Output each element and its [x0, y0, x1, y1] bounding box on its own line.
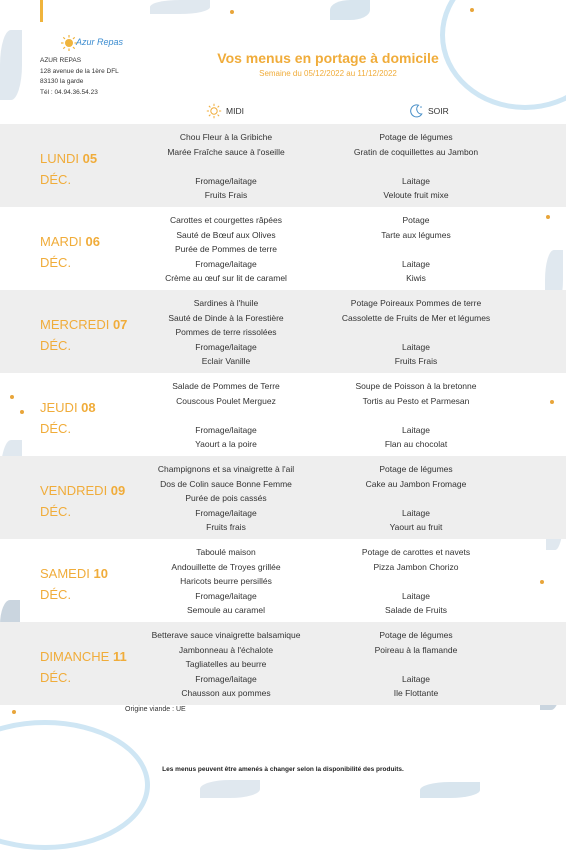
- midi-dish: Champignons et sa vinaigrette à l'ail: [157, 464, 295, 474]
- day-month: DÉC.: [40, 587, 72, 602]
- midi-dish: Fromage/laitage: [195, 590, 257, 601]
- soir-dish: Potage de légumes: [379, 630, 453, 640]
- soir-dish: Potage de carottes et navets: [361, 547, 471, 557]
- soir-dish: Laitage: [402, 424, 430, 435]
- midi-dish: Betterave sauce vinaigrette balsamique: [151, 630, 301, 640]
- day-number: 10: [93, 566, 108, 581]
- leaf-decor: [330, 0, 370, 20]
- soir-menu: [316, 130, 516, 203]
- midi-menu: [126, 130, 326, 203]
- soir-dish: Fruits Frais: [394, 356, 438, 367]
- day-row-vendredi: [0, 456, 566, 539]
- day-label: [40, 231, 100, 273]
- day-row-lundi: [0, 124, 566, 207]
- soir-dish: Flan au chocolat: [384, 439, 448, 450]
- berry-decor: [230, 10, 234, 14]
- menu-table: [0, 124, 566, 705]
- midi-dish: Jambonneau à l'échalote: [178, 644, 274, 655]
- soir-menu: [316, 628, 516, 701]
- soir-dish: [316, 325, 516, 340]
- soir-dish: Cassolette de Fruits de Mer et légumes: [341, 312, 491, 323]
- midi-dish: Dos de Colin sauce Bonne Femme: [160, 478, 292, 489]
- midi-dish: Sauté de Bœuf aux Olives: [176, 229, 276, 240]
- day-label: [40, 397, 96, 439]
- midi-dish: Crème au œuf sur lit de caramel: [165, 273, 287, 284]
- day-name: JEUDI: [40, 400, 82, 415]
- company-name: AZUR REPAS: [40, 57, 82, 64]
- day-label: [40, 148, 97, 190]
- company-info: [40, 56, 119, 98]
- soir-dish: Veloute fruit mixe: [383, 190, 449, 201]
- day-label: [40, 314, 127, 356]
- soir-menu: [316, 462, 516, 535]
- day-label: [40, 646, 127, 688]
- soir-dish: Potage de légumes: [379, 132, 453, 142]
- meat-origin-note: Origine viande : UE: [125, 706, 186, 713]
- company-logo: [60, 34, 130, 52]
- soir-dish: Pizza Jambon Chorizo: [373, 561, 459, 572]
- day-row-mardi: [0, 207, 566, 290]
- leaf-decor: [200, 780, 260, 798]
- day-label: [40, 480, 125, 522]
- midi-dish: Marée Fraîche sauce à l'oseille: [167, 146, 285, 157]
- soir-dish: Salade de Fruits: [385, 605, 447, 616]
- day-name: MERCREDI: [40, 317, 113, 332]
- soir-dish: Laitage: [402, 673, 430, 684]
- column-header-soir: [408, 103, 449, 119]
- column-label-midi: MIDI: [226, 106, 244, 116]
- midi-dish: Fruits frais: [206, 522, 246, 533]
- day-month: DÉC.: [40, 421, 72, 436]
- midi-dish: Fruits Frais: [204, 190, 248, 201]
- midi-dish: Salade de Pommes de Terre: [172, 381, 280, 391]
- berry-decor: [470, 8, 474, 12]
- midi-dish: Chou Fleur à la Gribiche: [179, 132, 273, 142]
- day-number: 05: [82, 151, 98, 166]
- soir-dish: Soupe de Poisson à la bretonne: [355, 381, 477, 391]
- midi-dish: Chausson aux pommes: [181, 688, 271, 699]
- soir-dish: [316, 159, 516, 174]
- day-month: DÉC.: [40, 338, 72, 353]
- midi-dish: Sauté de Dinde à la Forestière: [168, 312, 284, 323]
- soir-menu: [316, 545, 516, 618]
- leaf-decor: [150, 0, 210, 14]
- soir-dish: Kiwis: [406, 273, 426, 284]
- logo-text: Azur Repas: [76, 37, 124, 47]
- midi-dish: Fromage/laitage: [195, 507, 257, 518]
- sun-icon: [206, 103, 222, 119]
- day-month: DÉC.: [40, 172, 72, 187]
- midi-menu: [126, 213, 326, 286]
- midi-dish: [126, 408, 326, 423]
- soir-dish: Cake au Jambon Fromage: [365, 478, 467, 489]
- page-title: Vos menus en portage à domicile: [217, 50, 439, 66]
- midi-dish: Sardines à l'huile: [193, 298, 259, 308]
- midi-dish: Carottes et courgettes râpées: [170, 215, 282, 225]
- midi-dish: Fromage/laitage: [195, 175, 257, 186]
- midi-dish: Tagliatelles au beurre: [185, 659, 267, 670]
- day-month: DÉC.: [40, 504, 72, 519]
- day-month: DÉC.: [40, 670, 72, 685]
- soir-dish: Poireau à la flamande: [374, 644, 458, 655]
- day-row-dimanche: [0, 622, 566, 705]
- soir-dish: Laitage: [402, 507, 430, 518]
- midi-dish: Fromage/laitage: [195, 424, 257, 435]
- decor-arc-bottom: [0, 720, 150, 850]
- soir-dish: Laitage: [402, 258, 430, 269]
- day-name: MARDI: [40, 234, 86, 249]
- day-name: LUNDI: [40, 151, 83, 166]
- soir-dish: [316, 242, 516, 257]
- day-row-jeudi: [0, 373, 566, 456]
- midi-menu: [126, 462, 326, 535]
- company-phone: Tél : 04.94.36.54.23: [40, 88, 98, 96]
- midi-dish: Pommes de terre rissolées: [175, 327, 277, 338]
- midi-dish: [126, 159, 326, 174]
- soir-menu: [316, 379, 516, 452]
- company-address-line1: 128 avenue de la 1ère DFL: [40, 67, 119, 75]
- soir-dish: [316, 657, 516, 672]
- moon-icon: [408, 103, 424, 119]
- midi-dish: Purée de Pommes de terre: [174, 244, 278, 255]
- midi-dish: Taboulé maison: [196, 547, 256, 557]
- soir-dish: Potage de légumes: [379, 464, 453, 474]
- midi-dish: Purée de pois cassés: [185, 493, 267, 504]
- company-address-line2: 83130 la garde: [40, 78, 84, 85]
- midi-dish: Haricots beurre persillés: [180, 576, 272, 587]
- column-label-soir: SOIR: [428, 106, 449, 116]
- day-name: VENDREDI: [40, 483, 111, 498]
- date-start: 05/12/2022: [304, 69, 345, 78]
- day-number: 06: [85, 234, 100, 249]
- midi-dish: Couscous Poulet Merguez: [176, 395, 276, 406]
- day-number: 08: [81, 400, 96, 415]
- midi-menu: [126, 296, 326, 369]
- column-header-midi: [206, 103, 244, 119]
- midi-menu: [126, 379, 326, 452]
- day-name: SAMEDI: [40, 566, 94, 581]
- subtitle-middle: au: [344, 69, 358, 78]
- midi-dish: Fromage/laitage: [195, 341, 257, 352]
- midi-dish: Fromage/laitage: [195, 258, 257, 269]
- soir-menu: [316, 296, 516, 369]
- soir-dish: Potage Poireaux Pommes de terre: [350, 298, 482, 308]
- midi-dish: Yaourt a la poire: [195, 439, 257, 450]
- day-name: DIMANCHE: [40, 649, 113, 664]
- soir-dish: [316, 574, 516, 589]
- soir-dish: Ile Flottante: [393, 688, 439, 699]
- midi-dish: Eclair Vanille: [201, 356, 251, 367]
- top-accent-bar: [40, 0, 43, 22]
- soir-menu: [316, 213, 516, 286]
- date-end: 11/12/2022: [357, 69, 397, 78]
- day-month: DÉC.: [40, 255, 72, 270]
- soir-dish: Gratin de coquillettes au Jambon: [353, 146, 479, 157]
- day-row-mercredi: [0, 290, 566, 373]
- midi-menu: [126, 628, 326, 701]
- berry-decor: [12, 710, 16, 714]
- day-number: 07: [112, 317, 128, 332]
- midi-menu: [126, 545, 326, 618]
- midi-dish: Andouillette de Troyes grillée: [171, 561, 281, 572]
- day-number: 09: [110, 483, 126, 498]
- soir-dish: [316, 491, 516, 506]
- subtitle-prefix: Semaine du: [259, 69, 305, 78]
- day-row-samedi: [0, 539, 566, 622]
- soir-dish: [316, 408, 516, 423]
- soir-dish: Laitage: [402, 341, 430, 352]
- soir-dish: Tarte aux légumes: [381, 229, 451, 240]
- soir-dish: Yaourt au fruit: [389, 522, 443, 533]
- soir-dish: Laitage: [402, 175, 430, 186]
- week-subtitle: [170, 69, 486, 78]
- day-number: 11: [112, 649, 127, 664]
- soir-dish: Potage: [402, 215, 430, 225]
- leaf-decor: [0, 30, 22, 100]
- disclaimer-note: Les menus peuvent être amenés à changer selon la disponibilité des produits.: [162, 766, 404, 773]
- leaf-decor: [420, 782, 480, 798]
- midi-dish: Fromage/laitage: [195, 673, 257, 684]
- midi-dish: Semoule au caramel: [187, 605, 265, 616]
- soir-dish: Laitage: [402, 590, 430, 601]
- soir-dish: Tortis au Pesto et Parmesan: [362, 395, 470, 406]
- day-label: [40, 563, 108, 605]
